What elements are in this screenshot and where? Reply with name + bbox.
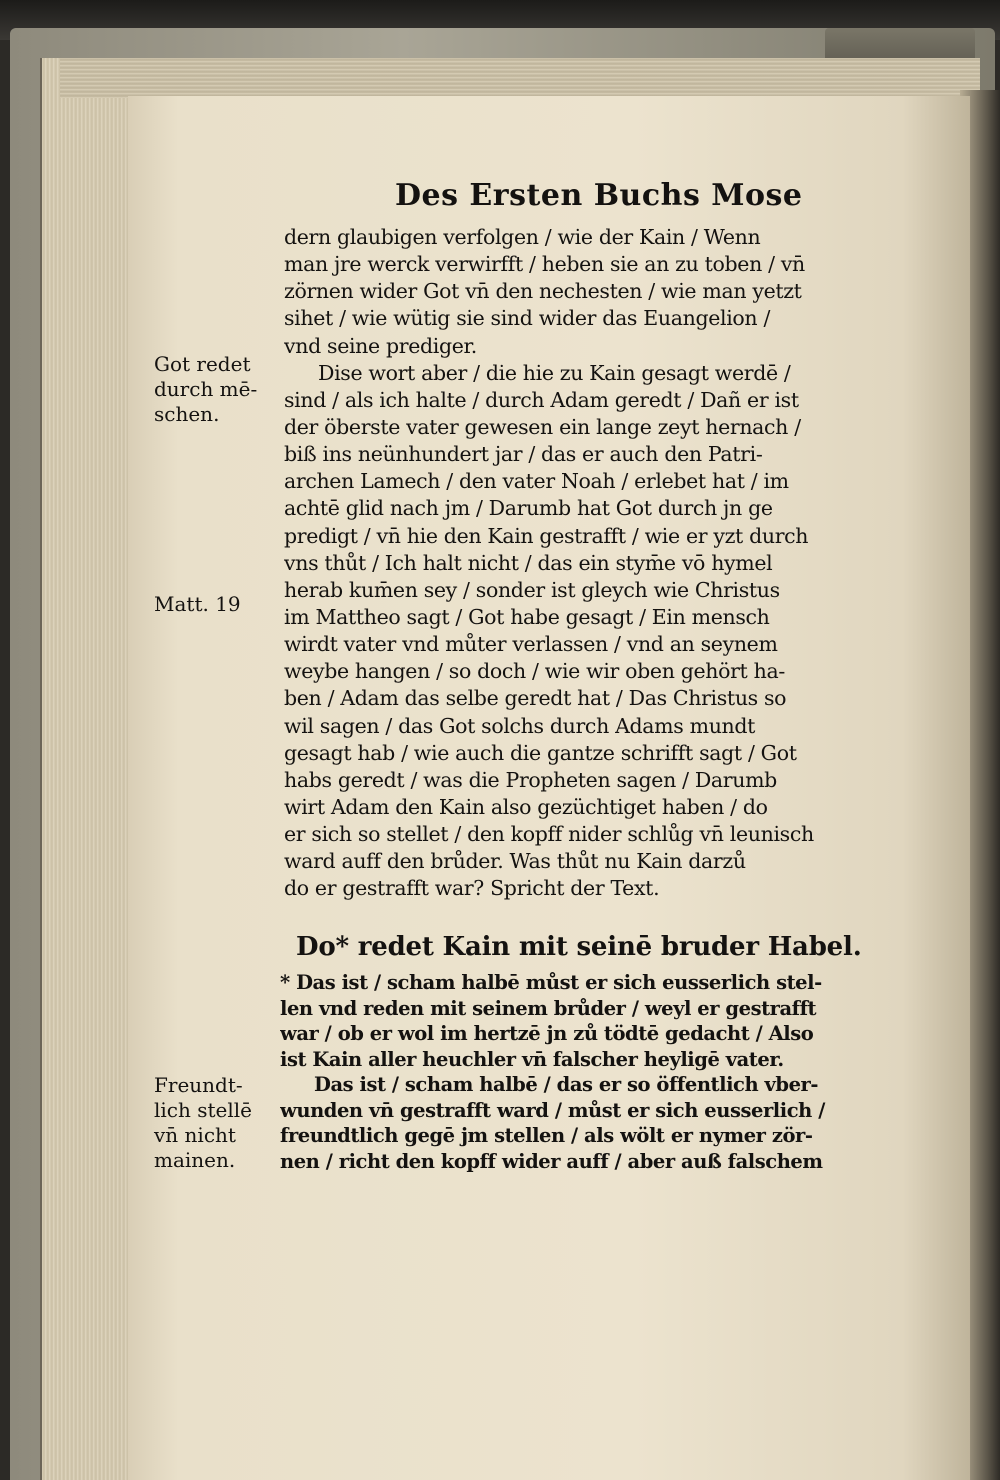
marginal-line: Got redet	[154, 352, 251, 376]
marginal-line: lich stellē	[154, 1098, 252, 1122]
text-line: gesagt hab / wie auch die gantze schrifft sagt / Got	[284, 740, 797, 765]
text-line: ward auff den brůder. Was thůt nu Kain darzů	[284, 849, 746, 874]
text-line: dern glaubigen verfolgen / wie der Kain / Wenn	[284, 225, 761, 249]
commentary-line: wunden vn̄ gestrafft ward / můst er sich eusserlich /	[280, 1098, 825, 1122]
commentary-line: war / ob er wol im hertzē jn zů tödtē gedacht / Also	[280, 1022, 814, 1045]
text-line: vns thůt / Ich halt nicht / das ein stym̄e vō hymel	[284, 550, 773, 575]
section-heading: Do* redet Kain mit seinē bruder Habel.	[296, 932, 862, 962]
main-text-block	[284, 224, 884, 903]
commentary-line: ist Kain aller heuchler vn̄ falscher heyligē vater.	[280, 1047, 784, 1071]
commentary-line: Das ist / scham halbē / das er so öffentlich vber-	[314, 1073, 819, 1096]
marginal-line: mainen.	[154, 1148, 236, 1172]
text-line: predigt / vn̄ hie den Kain gestrafft / wie er yzt durch	[284, 523, 809, 548]
text-line: wil sagen / das Got solchs durch Adams mundt	[284, 713, 756, 738]
text-line: herab kum̄en sey / sonder ist gleych wie Christus	[284, 577, 780, 602]
text-line: vnd seine prediger.	[284, 333, 477, 358]
commentary-line: nen / richt den kopff wider auff / aber auß falschem	[280, 1149, 823, 1173]
running-title: Des Ersten Buchs Mose	[395, 178, 803, 213]
commentary-line: len vnd reden mit seinem brůder / weyl er gestrafft	[280, 996, 817, 1020]
text-line: sind / als ich halte / durch Adam geredt / Dañ er ist	[284, 387, 799, 412]
text-line: sihet / wie wütig sie sind wider das Euangelion /	[284, 306, 771, 331]
marginal-note-1	[154, 352, 279, 427]
text-line: man jre werck verwirfft / heben sie an zu toben / vn̄	[284, 252, 805, 277]
text-line: er sich so stellet / den kopff nider schlůg vn̄ leunisch	[284, 822, 814, 847]
text-line: zörnen wider Got vn̄ den nechesten / wie man yetzt	[284, 279, 802, 304]
marginal-note-3	[154, 1073, 279, 1173]
text-line: Dise wort aber / die hie zu Kain gesagt werdē /	[318, 360, 791, 385]
marginal-line: schen.	[154, 402, 220, 426]
marginal-note-2	[154, 592, 279, 617]
text-line: ben / Adam das selbe geredt hat / Das Christus so	[284, 686, 787, 711]
text-line: do er gestrafft war? Spricht der Text.	[284, 876, 660, 901]
text-line: habs geredt / was die Propheten sagen / Darumb	[284, 767, 777, 792]
marginal-line: Freundt-	[154, 1073, 243, 1097]
text-line: biß ins neünhundert jar / das er auch den Patri-	[284, 442, 763, 467]
text-line: achtē glid nach jm / Darumb hat Got durch jn ge	[284, 496, 773, 521]
marginal-line: durch mē-	[154, 377, 258, 401]
text-line: archen Lamech / den vater Noah / erlebet hat / im	[284, 469, 789, 494]
text-line: wirdt vater vnd můter verlassen / vnd an seynem	[284, 632, 778, 657]
marginal-line: vn̄ nicht	[154, 1123, 236, 1147]
text-line: im Mattheo sagt / Got habe gesagt / Ein mensch	[284, 604, 770, 629]
commentary-block	[280, 970, 880, 1174]
marginal-line: Matt. 19	[154, 592, 241, 616]
page-edges-top	[60, 58, 980, 98]
text-line: wirt Adam den Kain also gezüchtiget haben / do	[284, 794, 768, 819]
text-line: der öberste vater gewesen ein lange zeyt hernach /	[284, 414, 801, 439]
text-line: weybe hangen / so doch / wie wir oben gehört ha-	[284, 659, 785, 684]
commentary-line: freundtlich gegē jm stellen / als wölt er nymer zör-	[280, 1124, 813, 1147]
commentary-line: * Das ist / scham halbē můst er sich eusserlich stel-	[280, 971, 822, 994]
